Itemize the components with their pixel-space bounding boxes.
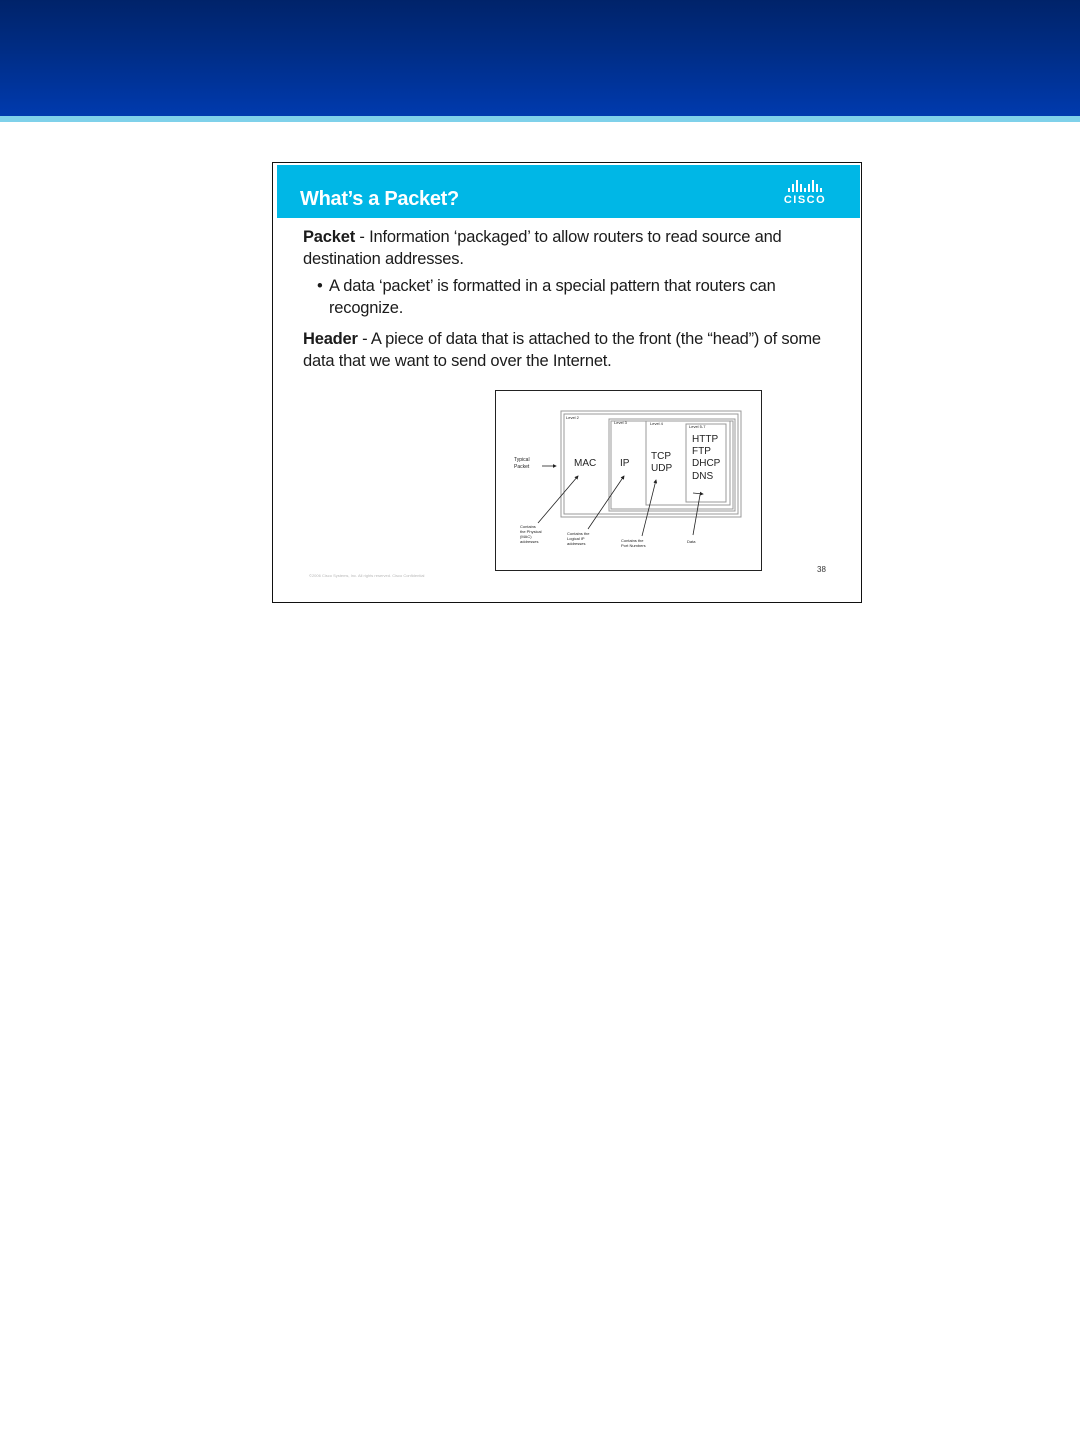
- cisco-logo: [777, 178, 833, 212]
- level57-label: Level 5-7: [689, 424, 706, 429]
- header-term: Header: [303, 330, 358, 348]
- level4-label: Level 4: [650, 421, 663, 426]
- packet-term: Packet: [303, 228, 356, 246]
- packet-definition-text: - Information ‘packaged’ to allow routers to read source and destination addresses.: [303, 228, 782, 268]
- port-caption-2: Port Numbers: [621, 543, 646, 548]
- typical-packet-label-1: Typical: [514, 457, 530, 463]
- packet-diagram: [495, 390, 762, 571]
- packet-definition: [303, 226, 851, 270]
- packet-bullet-text: A data ‘packet’ is formatted in a special pattern that routers can recognize.: [329, 277, 776, 317]
- banner-stripe: [0, 116, 1080, 122]
- packet-bullet: [317, 275, 851, 319]
- mac-pointer-arrow: [538, 476, 578, 523]
- mac-caption-1: Contains: [520, 524, 536, 529]
- ip-caption-1: Contains the: [567, 531, 590, 536]
- ftp-label: FTP: [692, 446, 711, 457]
- tcp-label: TCP: [651, 451, 671, 462]
- typical-packet-label-2: Packet: [514, 464, 530, 470]
- mac-caption-2: the Physical: [520, 529, 542, 534]
- bullet-dot-icon: •: [317, 277, 323, 295]
- cisco-bars-icon: [777, 178, 833, 192]
- slide-header-bar: [277, 165, 860, 218]
- top-banner: [0, 0, 1080, 116]
- level2-label: Level 2: [566, 415, 579, 420]
- packet-diagram-svg: [496, 391, 760, 569]
- ip-label: IP: [620, 458, 630, 469]
- cisco-wordmark: CISCO: [783, 194, 827, 206]
- mac-caption-4: addresses: [520, 539, 539, 544]
- slide-thumbnail: [272, 162, 862, 603]
- data-pointer-line: [693, 495, 700, 535]
- slide-body: [303, 226, 851, 372]
- slide-number: 38: [817, 565, 826, 574]
- header-definition-text: - A piece of data that is attached to the front (the “head”) of some data that we want to send over the Internet.: [303, 330, 821, 370]
- mac-caption-3: (MAC): [520, 534, 532, 539]
- slide-footer: ©2006 Cisco Systems, Inc. All rights reserved. Cisco Confidential: [309, 573, 425, 578]
- ip-caption-2: Logical IP: [567, 536, 585, 541]
- data-caption: Data: [687, 539, 696, 544]
- http-label: HTTP: [692, 434, 719, 445]
- ip-pointer-arrow: [588, 476, 624, 529]
- header-definition: [303, 328, 851, 372]
- port-pointer-arrow: [642, 480, 656, 536]
- mac-label: MAC: [574, 458, 597, 469]
- level3-label: Level 3: [614, 420, 627, 425]
- ip-caption-3: addresses: [567, 541, 586, 546]
- port-caption-1: Contains the: [621, 538, 644, 543]
- slide-title: What’s a Packet?: [300, 188, 459, 210]
- data-pointer-arrow: [693, 493, 703, 494]
- udp-label: UDP: [651, 463, 673, 474]
- dhcp-label: DHCP: [692, 458, 721, 469]
- dns-label: DNS: [692, 471, 714, 482]
